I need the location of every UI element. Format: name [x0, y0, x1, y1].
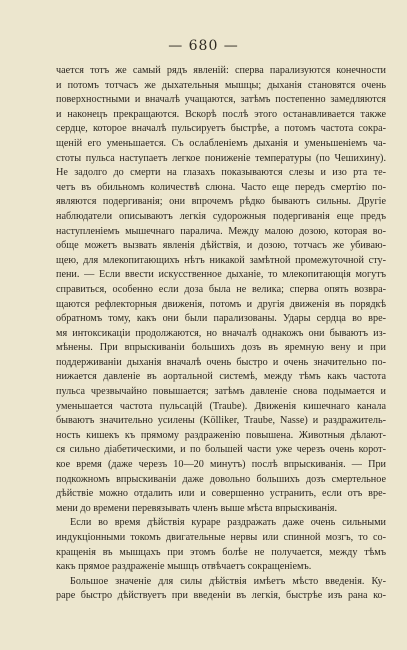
text-line: наблюдатели описываютъ легкія судорожныя подергиванія еще предъ [56, 210, 386, 222]
text-line: кое время (даже черезъ 10—20 минутъ) послѣ впрыскиванія. — При [56, 459, 386, 471]
text-line: пени. — Если ввести искусственное дыханіе, то млекопитающія могутъ [56, 269, 386, 281]
text-line: четъ въ обильномъ количествѣ слюна. Часто еще передъ смертію по- [56, 181, 386, 193]
text-line: поддерживаніи дыханія вначалѣ очень быстро и очень значительно по- [56, 356, 386, 368]
text-line: уменьшается частота пульсацій (Traube). Движенія кишечнаго канала [56, 400, 386, 412]
text-line: дѣйствіе можно отдалить или и совершенно устранить, если отъ вре- [56, 488, 386, 500]
text-line: щею, для млекопитающихъ нѣтъ никакой замѣтной промежуточной сту- [56, 254, 386, 266]
text-line: мѣнены. При впрыскиваніи большихъ дозъ въ яремную вену и при [56, 342, 386, 354]
text-line: Большое значеніе для силы дѣйствія имѣетъ мѣсто введенія. Ку- [70, 575, 386, 587]
text-line: обще можетъ вызвать явленія дѣйствія, и дозою, тотчасъ же убиваю- [56, 240, 386, 252]
text-line: щеній его уменьшается. Съ ослабленіемъ дыханія и уменьшеніемъ ча- [56, 137, 386, 149]
text-line: ность кишекъ къ прямому раздраженію повышена. Животныя дѣлают- [56, 429, 386, 441]
text-line: являются подергиванія; они впрочемъ рѣдко бываютъ сильны. Другіе [56, 196, 386, 208]
text-line: какъ прямое раздраженіе мышцъ отвѣчаетъ сокращеніемъ. [56, 561, 312, 573]
text-line: наступленіемъ мышечнаго паралича. Между малою дозою, которая во- [56, 225, 386, 237]
text-line: ся сильно діабетическими, и по большей части уже черезъ очень корот- [56, 444, 386, 456]
text-line: сердце, которое вначалѣ пульсируетъ быстрѣе, а потомъ частота сокра- [56, 123, 386, 135]
body-text [56, 64, 386, 604]
text-line: чается тотъ же самый рядъ явленій: сперва парализуются конечности [56, 65, 386, 76]
text-line: раре быстро дѣйствуетъ при введеніи въ легкія, быстрѣе изъ рана ко- [56, 590, 386, 602]
text-line: кращенія въ мышцахъ при этомъ болѣе не получается, между тѣмъ [56, 546, 386, 558]
text-line: бываютъ значительно усилены (Kölliker, Traube, Nasse) и раздражитель- [56, 415, 386, 427]
text-line: и наконецъ прекращаются. Вскорѣ послѣ этого останавливается также [56, 108, 386, 120]
text-line: подкожномъ впрыскиваніи даже довольно большихъ дозъ смертельное [56, 473, 386, 485]
text-line: обратномъ тому, какъ они были парализованы. Удары сердца во вре- [56, 313, 386, 325]
text-line: пульса чрезвычайно повышается; затѣмъ давленіе снова подымается и [56, 386, 386, 398]
text-line: и потомъ тотчасъ же дыхательныя мышцы; дыханія становятся очень [56, 79, 386, 91]
text-line: мени до времени перевязывать членъ выше мѣста впрыскиванія. [56, 502, 338, 514]
text-line: индукціонными токомъ двигательные нервы или спинной мозгъ, то со- [56, 532, 386, 543]
text-line: мя интоксикаціи продолжаются, но вначалѣ однакожъ они бываютъ из- [56, 327, 386, 339]
text-line: стоты пульса наступаетъ легкое пониженіе температуры (по Чешихину). [56, 152, 386, 164]
text-line: Не задолго до смерти на глазахъ показываются слезы и изо рта те- [56, 167, 386, 179]
text-line: нижается давленіе въ аортальной системѣ, между тѣмъ какъ частота [56, 371, 386, 383]
text-line: справиться, особенно если доза была не велика; сперва опять возвра- [56, 283, 386, 295]
text-line: Если во время дѣйствія кураре раздражать даже очень сильными [70, 517, 386, 529]
page-number: — 680 — [168, 38, 239, 54]
text-line: поверхностными и вначалѣ учащаются, затѣмъ постепенно замедляются [56, 94, 386, 106]
text-line: щаются рефлекторныя движенія, потомъ и другія движенія въ порядкѣ [56, 298, 386, 310]
